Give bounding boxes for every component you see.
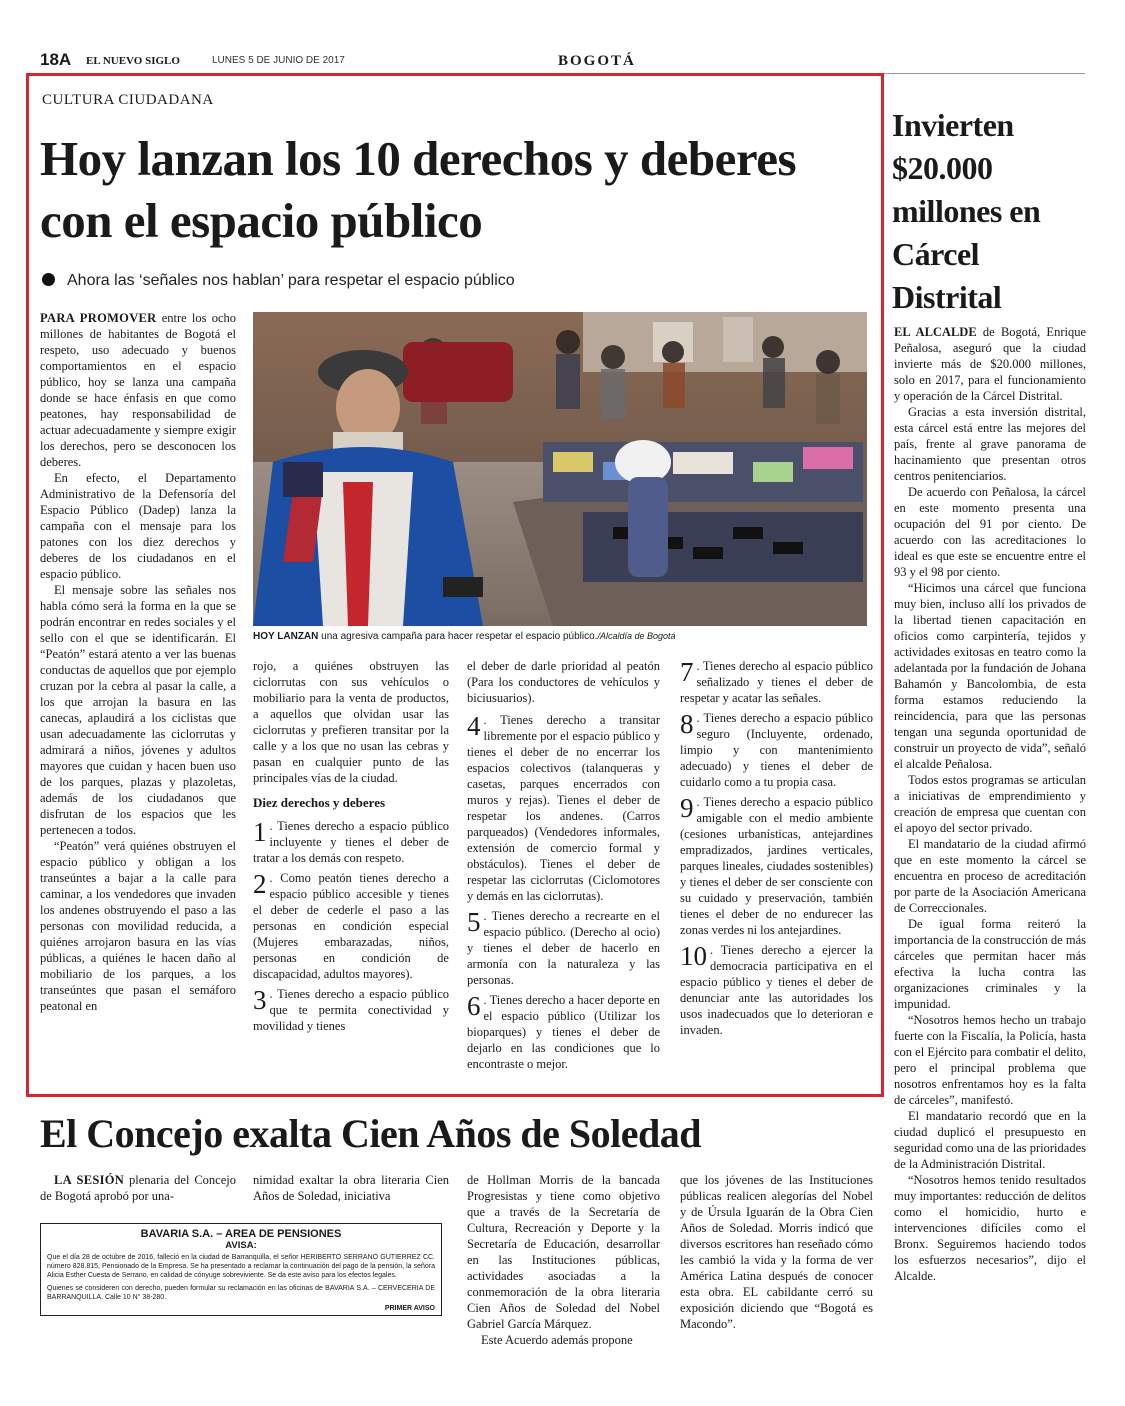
article-column-1 <box>40 310 236 1014</box>
bullet-icon <box>42 273 55 286</box>
paragraph: que los jóvenes de las Instituciones públicas realicen alegorías del Nobel y de Úrsula Iguarán de la Obra Cien Años de Soledad. Morris indicó que diversos escritores han reseñado cómo les cambió la vida y la forma de ver América Latina después de conocer esta obra. EL cabildante cerró su exposición diciendo que “Bogotá es Macondo”. <box>680 1173 873 1331</box>
sidebar-column <box>894 324 1086 1284</box>
subhead-text: Ahora las ‘señales nos hablan’ para respetar el espacio público <box>67 272 515 289</box>
bottom-headline: El Concejo exalta Cien Años de Soledad <box>40 1111 702 1156</box>
list-item <box>253 870 449 982</box>
bottom-column-2 <box>253 1172 449 1204</box>
paragraph: Gracias a esta inversión distrital, esta cárcel está entre las mejores del país, frente al grave panorama de hacinamiento que presentan otros centros penitenciarios. <box>894 405 1086 483</box>
paragraph <box>40 310 236 470</box>
paragraph: Este Acuerdo además propone <box>481 1333 633 1347</box>
lead-bold: LA SESIÓN <box>54 1173 125 1187</box>
bottom-column-4 <box>680 1172 873 1332</box>
item-number: 2 <box>253 869 267 899</box>
bottom-column-1 <box>40 1172 236 1204</box>
paragraph <box>894 324 1086 404</box>
paragraph-text: entre los ocho millones de habitantes de Bogotá el respeto, uso adecuado y buenos comportamientos en el espacio público, hoy se lanza una campaña donde se hace énfasis en que como peatones, hay responsabilidad de actuar adecuadamente y siempre exigir los derechos, pero se desconocen los deberes. <box>40 311 236 469</box>
rights-subtitle: Diez derechos y deberes <box>253 795 386 810</box>
item-text: . Tienes derecho a espacio público incluyente y tienes el deber de tratar a los demás con respeto. <box>253 819 449 865</box>
notice-subtitle: AVISA: <box>225 1240 257 1251</box>
list-item <box>680 794 873 938</box>
caption-bold: HOY LANZAN <box>253 631 319 642</box>
page-header <box>40 48 1085 74</box>
item-text: . Tienes derecho a espacio público amigable con el medio ambiente (cesiones urbanísticas, antejardines empradizados, jardines verticales, parques lineales, ciudades sostenibles) y tienes el deber de ser consciente con su cuidado y preservación, también tienes el deber de no endurecer las zonas verdes ni los antejardines. <box>680 795 873 937</box>
photo-caption <box>253 631 676 642</box>
lead-bold: PARA PROMOVER <box>40 311 157 325</box>
paragraph: El mandatario recordó que en la ciudad duplicó el presupuesto en seguridad como una de las prioridades de la Administración Distrital. <box>894 1109 1086 1171</box>
notice-body-2: Quienes se consideren con derecho, pueden formular su reclamación en las oficinas de BAVARIA S.A. – CERVECERIA DE BARRANQUILLA. Calle 10 N° 38-280. <box>47 1285 435 1301</box>
legal-notice-box <box>40 1223 442 1316</box>
item-number: 1 <box>253 817 267 847</box>
list-item <box>680 658 873 706</box>
item-number: 5 <box>467 907 481 937</box>
lead-bold: EL ALCALDE <box>894 325 977 339</box>
page-number: 18A <box>40 50 72 69</box>
article-column-2 <box>253 658 449 1038</box>
item-number: 3 <box>253 985 267 1015</box>
paragraph: “Hicimos una cárcel que funciona muy bien, incluso allí los privados de la libertad tienen capacitación en oficios como carpintería, tejidos y actividades exitosas en teatro como la adelantada por la fundación de Johana Bahamón y Bancolombia, de esta forma estamos reduciendo la reincidencia, para que las personas tengan una segunda oportunidad de construir un proyecto de vida”, señaló el alcalde Peñalosa. <box>894 581 1086 771</box>
item-text: . Tienes derecho a transitar libremente por el espacio público y tienes el deber de no encerrar los espacios colectivos (talanqueras y casetas, parques encerrados con muros y rejas). Tienes el deber de respetar los andenes. (Carros parqueados) (Vendedores informales, extensión de comercio formal y obstáculos). Tienes el deber de respetar las ciclorrutas (Ciclomotores y demás en las ciclorrutas). <box>467 713 660 903</box>
list-item <box>467 908 660 988</box>
item-text: . Tienes derecho a recrearte en el espacio público. (Derecho al ocio) y tienes el deber de hacerlo en armonía con la naturaleza y las personas. <box>467 909 660 987</box>
item-text: . Tienes derecho al espacio público señalizado y tienes el deber de respetar y acatar las señales. <box>680 659 873 705</box>
item-number: 8 <box>680 709 694 739</box>
item-number: 10 <box>680 941 707 971</box>
item-text: . Tienes derecho a espacio público que te permita conectividad y movilidad y tienes <box>253 987 449 1033</box>
paragraph: “Nosotros hemos tenido resultados muy importantes: reducción de delitos como el homicidio, hurto e intervenciones difíciles como el Bronx. Seguiremos haciendo todos los esfuerzos necesarios”, dijo el Alcalde. <box>894 1173 1086 1283</box>
paragraph-text: de Bogotá, Enrique Peñalosa, aseguró que la ciudad invierte más de $20.000 millones, solo en 2017, para el funcionamiento y operación de la Cárcel Distrital. <box>894 325 1086 403</box>
list-item <box>253 818 449 866</box>
paragraph: De igual forma reiteró la importancia de la construcción de más cárceles que permitan hacer más efectiva la lucha contra las organizaciones criminales y la impunidad. <box>894 917 1086 1011</box>
newspaper-name: EL NUEVO SIGLO <box>86 55 180 67</box>
list-item <box>680 710 873 790</box>
paragraph: Todos estos programas se articulan a iniciativas de emprendimiento y creación de empresa que cuentan con el apoyo del sector privado. <box>894 773 1086 835</box>
article-photo <box>253 312 867 626</box>
sidebar-headline: Invierten $20.000 millones en Cárcel Distrital <box>892 107 1041 315</box>
bottom-column-3 <box>467 1172 660 1348</box>
article-subhead <box>42 272 515 290</box>
paragraph: El mandatario de la ciudad afirmó que en este momento la cárcel se encuentra en proceso de acreditación por parte de la Asociación Americana de Correccionales. <box>894 837 1086 915</box>
item-text: . Como peatón tienes derecho a espacio público accesible y tienes el deber de cederle el paso a las personas en condición especial (Mujeres embarazadas, niños, personas en condición de discapacidad, adultos mayores). <box>253 871 449 981</box>
paragraph: nimidad exaltar la obra literaria Cien Años de Soledad, iniciativa <box>253 1173 449 1203</box>
photo-credit: /Alcaldía de Bogotá <box>597 631 676 641</box>
notice-footer: PRIMER AVISO <box>384 1305 435 1312</box>
paragraph: el deber de darle prioridad al peatón (Para los conductores de vehículos y biciusuarios). <box>467 659 660 705</box>
paragraph: En efecto, el Departamento Administrativo de la Defensoría del Espacio Público (Dadep) lanza la campaña con el mensaje para los patones con los diez derechos y deberes de los ciudadanos en el espacio público. <box>40 471 236 581</box>
paragraph: “Nosotros hemos hecho un trabajo fuerte con la Fiscalía, la Policía, hasta con el Ejército para combatir el delito, pero el principal problema que nosotros enfrentamos hoy es la falta de cárceles”, manifestó. <box>894 1013 1086 1107</box>
paragraph <box>40 1172 236 1204</box>
item-number: 9 <box>680 793 694 823</box>
notice-title: BAVARIA S.A. – AREA DE PENSIONES <box>140 1228 342 1240</box>
item-number: 6 <box>467 991 481 1021</box>
list-item <box>253 986 449 1034</box>
item-text: . Tienes derecho a hacer deporte en el espacio público (Utilizar los bioparques) y tienes el deber de dejarlo en las condiciones que lo encontraste o mejor. <box>467 993 660 1071</box>
street-vendor-photo <box>253 312 867 626</box>
article-kicker: CULTURA CIUDADANA <box>42 92 214 108</box>
article-headline: Hoy lanzan los 10 derechos y deberes con el espacio público <box>40 131 797 248</box>
item-number: 4 <box>467 711 481 741</box>
list-item <box>467 992 660 1072</box>
item-number: 7 <box>680 657 694 687</box>
notice-body: Que el día 28 de octubre de 2016, falleció en la ciudad de Barranquilla, el señor HERIBERTO SERRANO GUTIERREZ CC. número 828.815, Pensionado de la Empresa. Se ha presentado a reclamar la continuación del pago de la pensión, la señora Alicia Esther Cuesta de Serrano, en calidad de cónyuge sobreviviente. Se da este aviso para los efectos legales. <box>47 1254 435 1279</box>
list-item <box>680 942 873 1038</box>
paragraph: de Hollman Morris de la bancada Progresistas y tiene como objetivo que a través de la Secretaría de Cultura, Recreación y Deporte y la Secretaría de Educación, desarrollar en las Instituciones públicas, actividades asociadas a la conmemoración de la obra literaria Cien Años de Soledad del Nobel Gabriel García Márquez. <box>467 1173 660 1331</box>
paragraph: rojo, a quiénes obstruyen las ciclorrutas con sus vehículos o mobiliario para la venta de productos, a aquellos que olvidan usar las ciclorrutas y prefieren transitar por la calle y a los que no usan las cebras y pasan en cualquier punto de las principales vías de la ciudad. <box>253 659 449 785</box>
section-name: BOGOTÁ <box>558 53 636 69</box>
article-column-4 <box>680 658 873 1042</box>
list-item <box>467 712 660 904</box>
paragraph-text: plenaria del Concejo de Bogotá aprobó por una- <box>40 1173 236 1203</box>
paragraph: El mensaje sobre las señales nos habla cómo será la forma en la que se podrán encontrar en redes sociales y el sello con el que se identificarán. El “Peatón” estará atento a ver las buenas conductas de aquellos que por ejemplo cruzan por la cebra al pasar la calle, a los que arrojan la basura en las canecas, aplaudirá a los ciclistas que usan adecuadamente las ciclorrutas y admirará a niños, jóvenes y adultos mayores que cuidan y hacen buen uso de los parques, plazas y plazoletas, además de los ciudadanos que disfrutan de los espacios que les pertenecen a todos. <box>40 583 236 837</box>
article-column-3 <box>467 658 660 1076</box>
paragraph: “Peatón” verá quiénes obstruyen el espacio público y obligan a los transeúntes a bajar a la calle para caminar, a los vendedores que invaden los andenes obstruyendo el paso a las personas con movilidad reducida, a quiénes arrojaron basura en las vías públicas, a quiénes le hacen daño al mobiliario de los parques, a los transeúntes que pasan el semáforo peatonal en <box>40 839 236 1013</box>
issue-date: LUNES 5 DE JUNIO DE 2017 <box>212 55 345 66</box>
item-text: . Tienes derecho a ejercer la democracia participativa en el espacio público y tienes el deber de denunciar ante las autoridades los usos inadecuados que lo deterioran e invaden. <box>680 943 873 1037</box>
item-text: . Tienes derecho a espacio público seguro (Incluyente, ordenado, limpio y con mantenimiento adecuado) y tienes el deber de cuidarlo como a tu propia casa. <box>680 711 873 789</box>
paragraph: De acuerdo con Peñalosa, la cárcel en este momento presenta una ocupación del 91 por ciento. De acuerdo con las acreditaciones lo ideal es que este se encuentre entre el 93 y el 98 por ciento. <box>894 485 1086 579</box>
caption-text: una agresiva campaña para hacer respetar el espacio público. <box>318 631 598 642</box>
